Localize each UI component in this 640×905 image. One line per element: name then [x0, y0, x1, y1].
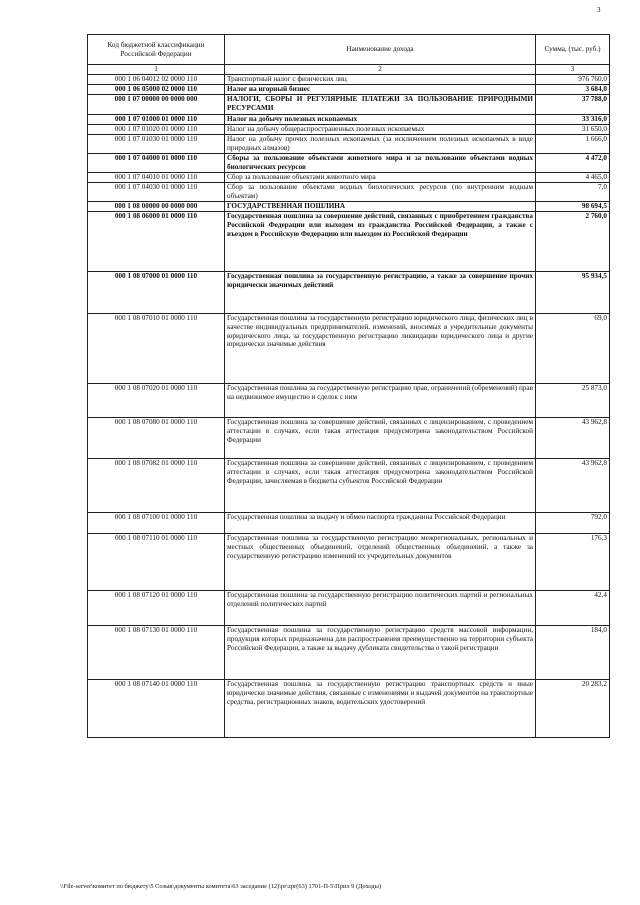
row-name: Государственная пошлина за государственную регистрацию транспортных средств и иные юридически значимые действия, связанные с изменениями и выдачей документов на транспортные средства, регистрационных знаков, водительских удостоверений	[225, 680, 536, 738]
row-name: Сбор за пользование объектами водных биологических ресурсов (по внутренним водным объектам)	[225, 183, 536, 202]
table-row	[88, 384, 610, 418]
column-number: 3	[536, 65, 610, 75]
row-name: Государственная пошлина за государственную регистрацию прав, ограничений (обременений) прав на недвижимое имущество и сделок с ним	[225, 384, 536, 418]
table-row	[88, 173, 610, 183]
row-name: Государственная пошлина за выдачу и обмен паспорта гражданина Российской Федерации	[225, 513, 536, 534]
row-sum: 25 873,0	[536, 384, 610, 418]
row-sum: 42,4	[536, 591, 610, 626]
row-code: 000 1 07 01030 01 0000 110	[88, 135, 225, 154]
row-name: Государственная пошлина за государственную регистрацию политических партий и региональных отделений политических партий	[225, 591, 536, 626]
table-row	[88, 125, 610, 135]
row-sum: 4 465,0	[536, 173, 610, 183]
header-code: Код бюджетной классификации Российской Федерации	[88, 35, 225, 65]
row-sum: 69,0	[536, 314, 610, 384]
table-row	[88, 459, 610, 513]
row-sum: 976 760,0	[536, 75, 610, 85]
row-sum: 95 934,5	[536, 272, 610, 314]
row-name: ГОСУДАРСТВЕННАЯ ПОШЛИНА	[225, 202, 536, 212]
row-sum: 33 316,0	[536, 115, 610, 125]
row-name: Государственная пошлина за государственную регистрацию, а также за совершение прочих юридически значимых действий	[225, 272, 536, 314]
table-row	[88, 115, 610, 125]
row-name: Налог на добычу прочих полезных ископаемых (за исключением полезных ископаемых в виде природных алмазов)	[225, 135, 536, 154]
table-row	[88, 534, 610, 591]
column-number: 2	[225, 65, 536, 75]
row-code: 000 1 08 07140 01 0000 110	[88, 680, 225, 738]
row-name: Сборы за пользование объектами животного мира и за пользование объектами водных биологических ресурсов	[225, 154, 536, 173]
table-row	[88, 183, 610, 202]
row-code: 000 1 08 00000 00 0000 000	[88, 202, 225, 212]
row-sum: 4 472,0	[536, 154, 610, 173]
page-number: 3	[597, 6, 601, 14]
row-sum: 43 962,8	[536, 418, 610, 459]
row-sum: 20 283,2	[536, 680, 610, 738]
row-code: 000 1 07 04010 01 0000 110	[88, 173, 225, 183]
table-row	[88, 272, 610, 314]
row-sum: 176,3	[536, 534, 610, 591]
row-name: Государственная пошлина за совершение действий, связанных с приобретением гражданства Российской Федерации или выходом из гражданства Российской Федерации, а также с въездом в Российскую Федерацию или выездом из Российской Федерации	[225, 212, 536, 272]
row-code: 000 1 06 04012 02 0000 110	[88, 75, 225, 85]
row-sum: 3 684,0	[536, 85, 610, 95]
row-code: 000 1 08 06000 01 0000 110	[88, 212, 225, 272]
row-code: 000 1 07 00000 00 0000 000	[88, 95, 225, 115]
row-sum: 184,0	[536, 626, 610, 680]
row-sum: 37 788,0	[536, 95, 610, 115]
table-row	[88, 591, 610, 626]
file-path-footer: \\File-server\комитет по бюджету\5 Созыв\документы комитета\63 заседание (12)\pr\zpr(63) 1701-П-5\Прил 9 (Доходы)	[60, 883, 382, 890]
row-name: Государственная пошлина за государственную регистрацию юридического лица, физических лиц в качестве индивидуальных предпринимателей, изменений, вносимых в учредительные документы юридического лица, за государственную регистрацию ликвидации юридического лица и другие юридически значимые действия	[225, 314, 536, 384]
row-code: 000 1 07 01000 01 0000 110	[88, 115, 225, 125]
table-row	[88, 513, 610, 534]
table-row	[88, 314, 610, 384]
row-name: Государственная пошлина за совершение действий, связанных с лицензированием, с проведением аттестации в случаях, если такая аттестация предусмотрена законодательством Российской Федерации, зачисляемая в бюджеты субъектов Российской Федерации	[225, 459, 536, 513]
table-row	[88, 135, 610, 154]
row-code: 000 1 08 07010 01 0000 110	[88, 314, 225, 384]
row-name: Государственная пошлина за совершение действий, связанных с лицензированием, с проведением аттестации в случаях, если такая аттестация предусмотрена законодательством Российской Федерации	[225, 418, 536, 459]
row-code: 000 1 08 07120 01 0000 110	[88, 591, 225, 626]
row-code: 000 1 07 04000 01 0000 110	[88, 154, 225, 173]
row-name: Налог на добычу полезных ископаемых	[225, 115, 536, 125]
table-row	[88, 626, 610, 680]
row-code: 000 1 08 07020 01 0000 110	[88, 384, 225, 418]
row-code: 000 1 07 01020 01 0000 110	[88, 125, 225, 135]
row-code: 000 1 08 07080 01 0000 110	[88, 418, 225, 459]
row-sum: 7,0	[536, 183, 610, 202]
table-row	[88, 95, 610, 115]
row-name: НАЛОГИ, СБОРЫ И РЕГУЛЯРНЫЕ ПЛАТЕЖИ ЗА ПОЛЬЗОВАНИЕ ПРИРОДНЫМИ РЕСУРСАМИ	[225, 95, 536, 115]
table-row	[88, 85, 610, 95]
table-row	[88, 154, 610, 173]
row-sum: 2 760,0	[536, 212, 610, 272]
header-name: Наименование дохода	[225, 35, 536, 65]
row-sum: 31 650,0	[536, 125, 610, 135]
row-sum: 98 694,5	[536, 202, 610, 212]
table-row	[88, 418, 610, 459]
row-code: 000 1 08 07100 01 0000 110	[88, 513, 225, 534]
row-name: Сбор за пользование объектами животного мира	[225, 173, 536, 183]
row-sum: 1 666,0	[536, 135, 610, 154]
header-sum: Сумма, (тыс. руб.)	[536, 35, 610, 65]
table-row	[88, 75, 610, 85]
row-code: 000 1 06 05000 02 0000 110	[88, 85, 225, 95]
row-code: 000 1 08 07130 01 0000 110	[88, 626, 225, 680]
row-code: 000 1 07 04030 01 0000 110	[88, 183, 225, 202]
table-row	[88, 202, 610, 212]
income-table	[87, 34, 610, 738]
row-name: Налог на игорный бизнес	[225, 85, 536, 95]
row-name: Налог на добычу общераспространенных полезных ископаемых	[225, 125, 536, 135]
row-name: Государственная пошлина за государственную регистрацию межрегиональных, региональных и местных общественных объединений, отделений общественных объединений, а также за государственную регистрацию изменений их учредительных документов	[225, 534, 536, 591]
table-row	[88, 212, 610, 272]
row-sum: 43 962,8	[536, 459, 610, 513]
table-row	[88, 680, 610, 738]
row-code: 000 1 08 07110 01 0000 110	[88, 534, 225, 591]
row-name: Государственная пошлина за государственную регистрацию средств массовой информации, продукция которых предназначена для распространения преимущественно на территории субъекта Российской Федерации, а также за выдачу дубликата свидетельства о такой регистрации	[225, 626, 536, 680]
row-code: 000 1 08 07000 01 0000 110	[88, 272, 225, 314]
row-name: Транспортный налог с физических лиц	[225, 75, 536, 85]
row-code: 000 1 08 07082 01 0000 110	[88, 459, 225, 513]
column-number: 1	[88, 65, 225, 75]
row-sum: 792,0	[536, 513, 610, 534]
